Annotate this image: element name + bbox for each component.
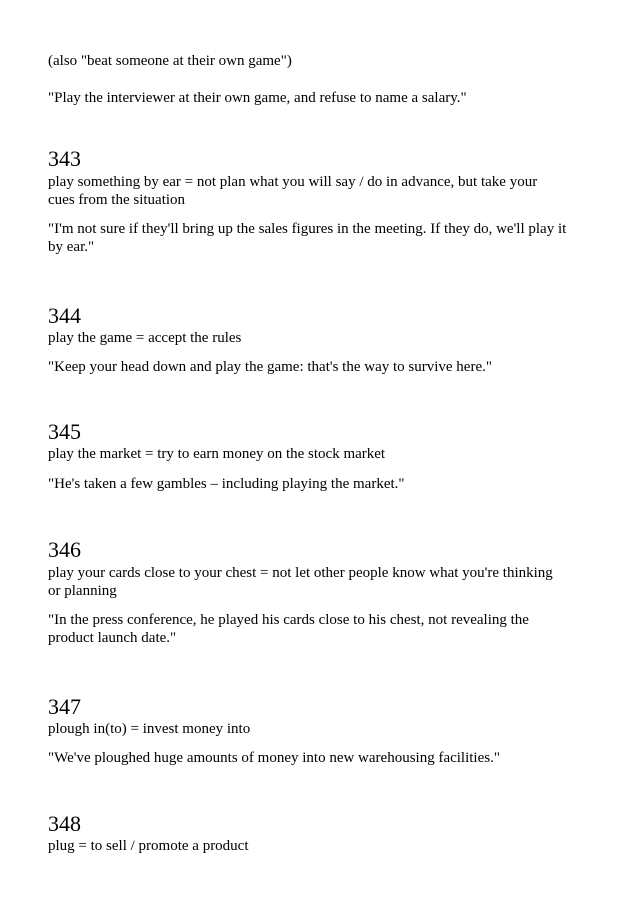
- entry-example: "We've ploughed huge amounts of money into new warehousing facilities.": [48, 750, 500, 766]
- entry-number: 347: [48, 694, 81, 719]
- entry-example: "He's taken a few gambles – including playing the market.": [48, 476, 405, 492]
- intro-note: (also "beat someone at their own game"): [48, 53, 292, 69]
- entry-number: 344: [48, 303, 81, 328]
- entry-definition: plough in(to) = invest money into: [48, 721, 251, 737]
- entry-example: "Keep your head down and play the game: that's the way to survive here.": [48, 359, 492, 375]
- entry-number: 343: [48, 146, 81, 171]
- entry-definition: play the game = accept the rules: [48, 330, 242, 346]
- entry-definition: play the market = try to earn money on the stock market: [48, 446, 386, 462]
- entry-number: 348: [48, 811, 81, 836]
- entry-definition: cues from the situation: [48, 192, 186, 208]
- entry-definition: play your cards close to your chest = not let other people know what you're thinking: [48, 565, 553, 581]
- intro-example: "Play the interviewer at their own game, and refuse to name a salary.": [48, 90, 467, 106]
- entry-number: 345: [48, 419, 81, 444]
- entry-example: by ear.": [48, 239, 95, 255]
- entry-definition: or planning: [48, 583, 117, 599]
- entry-definition: play something by ear = not plan what you will say / do in advance, but take your: [48, 174, 538, 190]
- entry-example: "I'm not sure if they'll bring up the sales figures in the meeting. If they do, we'll play it: [48, 221, 567, 237]
- entry-example: "In the press conference, he played his cards close to his chest, not revealing the: [48, 612, 529, 628]
- entry-example: product launch date.": [48, 630, 177, 646]
- entry-number: 346: [48, 537, 81, 562]
- entry-definition: plug = to sell / promote a product: [48, 838, 249, 854]
